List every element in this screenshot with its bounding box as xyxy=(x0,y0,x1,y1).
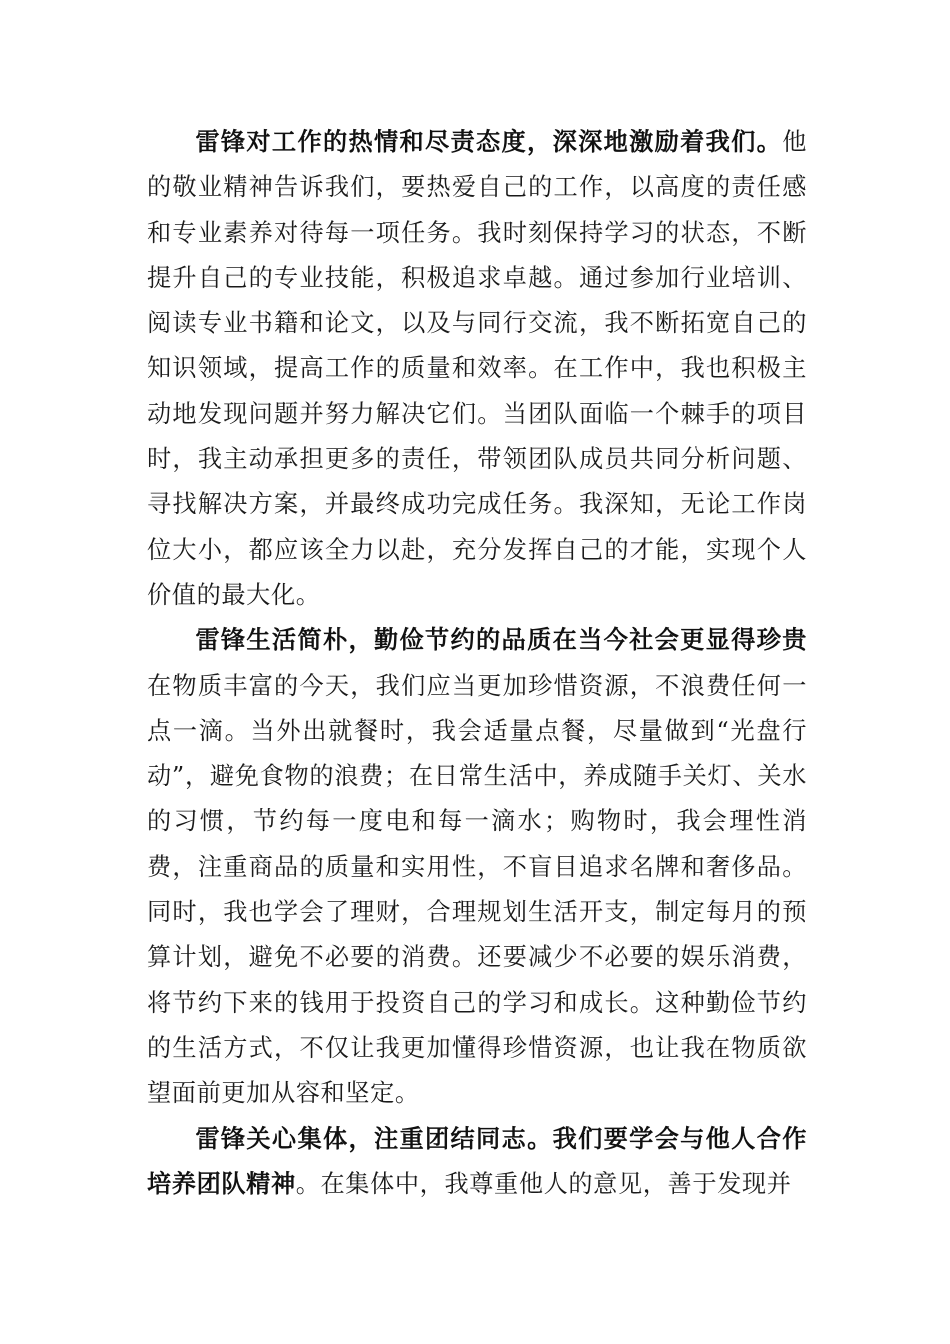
paragraph-frugality xyxy=(147,618,807,1116)
paragraph-body-text: 。在集体中，我尊重他人的意见，善于发现并 xyxy=(295,1169,792,1198)
paragraph-work-ethic xyxy=(147,120,807,618)
document-body xyxy=(147,120,807,1207)
paragraph-lead-heading: 雷锋生活简朴，勤俭节约的品质在当今社会更显得珍贵 xyxy=(195,626,807,655)
paragraph-body-text: 他的敬业精神告诉我们，要热爱自己的工作，以高度的责任感和专业素养对待每一项任务。我时刻保持学习的状态，不断提升自己的专业技能，积极追求卓越。通过参加行业培训、阅读专业书籍和论文，以及与同行交流，我不断拓宽自己的知识领域，提高工作的质量和效率。在工作中，我也积极主动地发现问题并努力解决它们。当团队面临一个棘手的项目时，我主动承担更多的责任，带领团队成员共同分析问题、寻找解决方案，并最终成功完成任务。我深知，无论工作岗位大小，都应该全力以赴，充分发挥自己的才能，实现个人价值的最大化。 xyxy=(147,128,807,609)
paragraph-teamwork xyxy=(147,1117,807,1208)
paragraph-lead-heading: 雷锋对工作的热情和尽责态度，深深地激励着我们。 xyxy=(195,128,783,156)
paragraph-lead-heading: 雷锋关心集体，注重团结同志。我们要学会与他人合作培养团队精神 xyxy=(147,1124,807,1198)
paragraph-body-text: 在物质丰富的今天，我们应当更加珍惜资源，不浪费任何一点一滴。当外出就餐时，我会适量点餐，尽量做到“光盘行动”，避免食物的浪费；在日常生活中，养成随手关灯、关水的习惯，节约每一度电和每一滴水；购物时，我会理性消费，注重商品的质量和实用性，不盲目追求名牌和奢侈品。同时，我也学会了理财，合理规划生活开支，制定每月的预算计划，避免不必要的消费。还要减少不必要的娱乐消费，将节约下来的钱用于投资自己的学习和成长。这种勤俭节约的生活方式，不仅让我更加懂得珍惜资源，也让我在物质欲望面前更加从容和坚定。 xyxy=(147,671,807,1108)
